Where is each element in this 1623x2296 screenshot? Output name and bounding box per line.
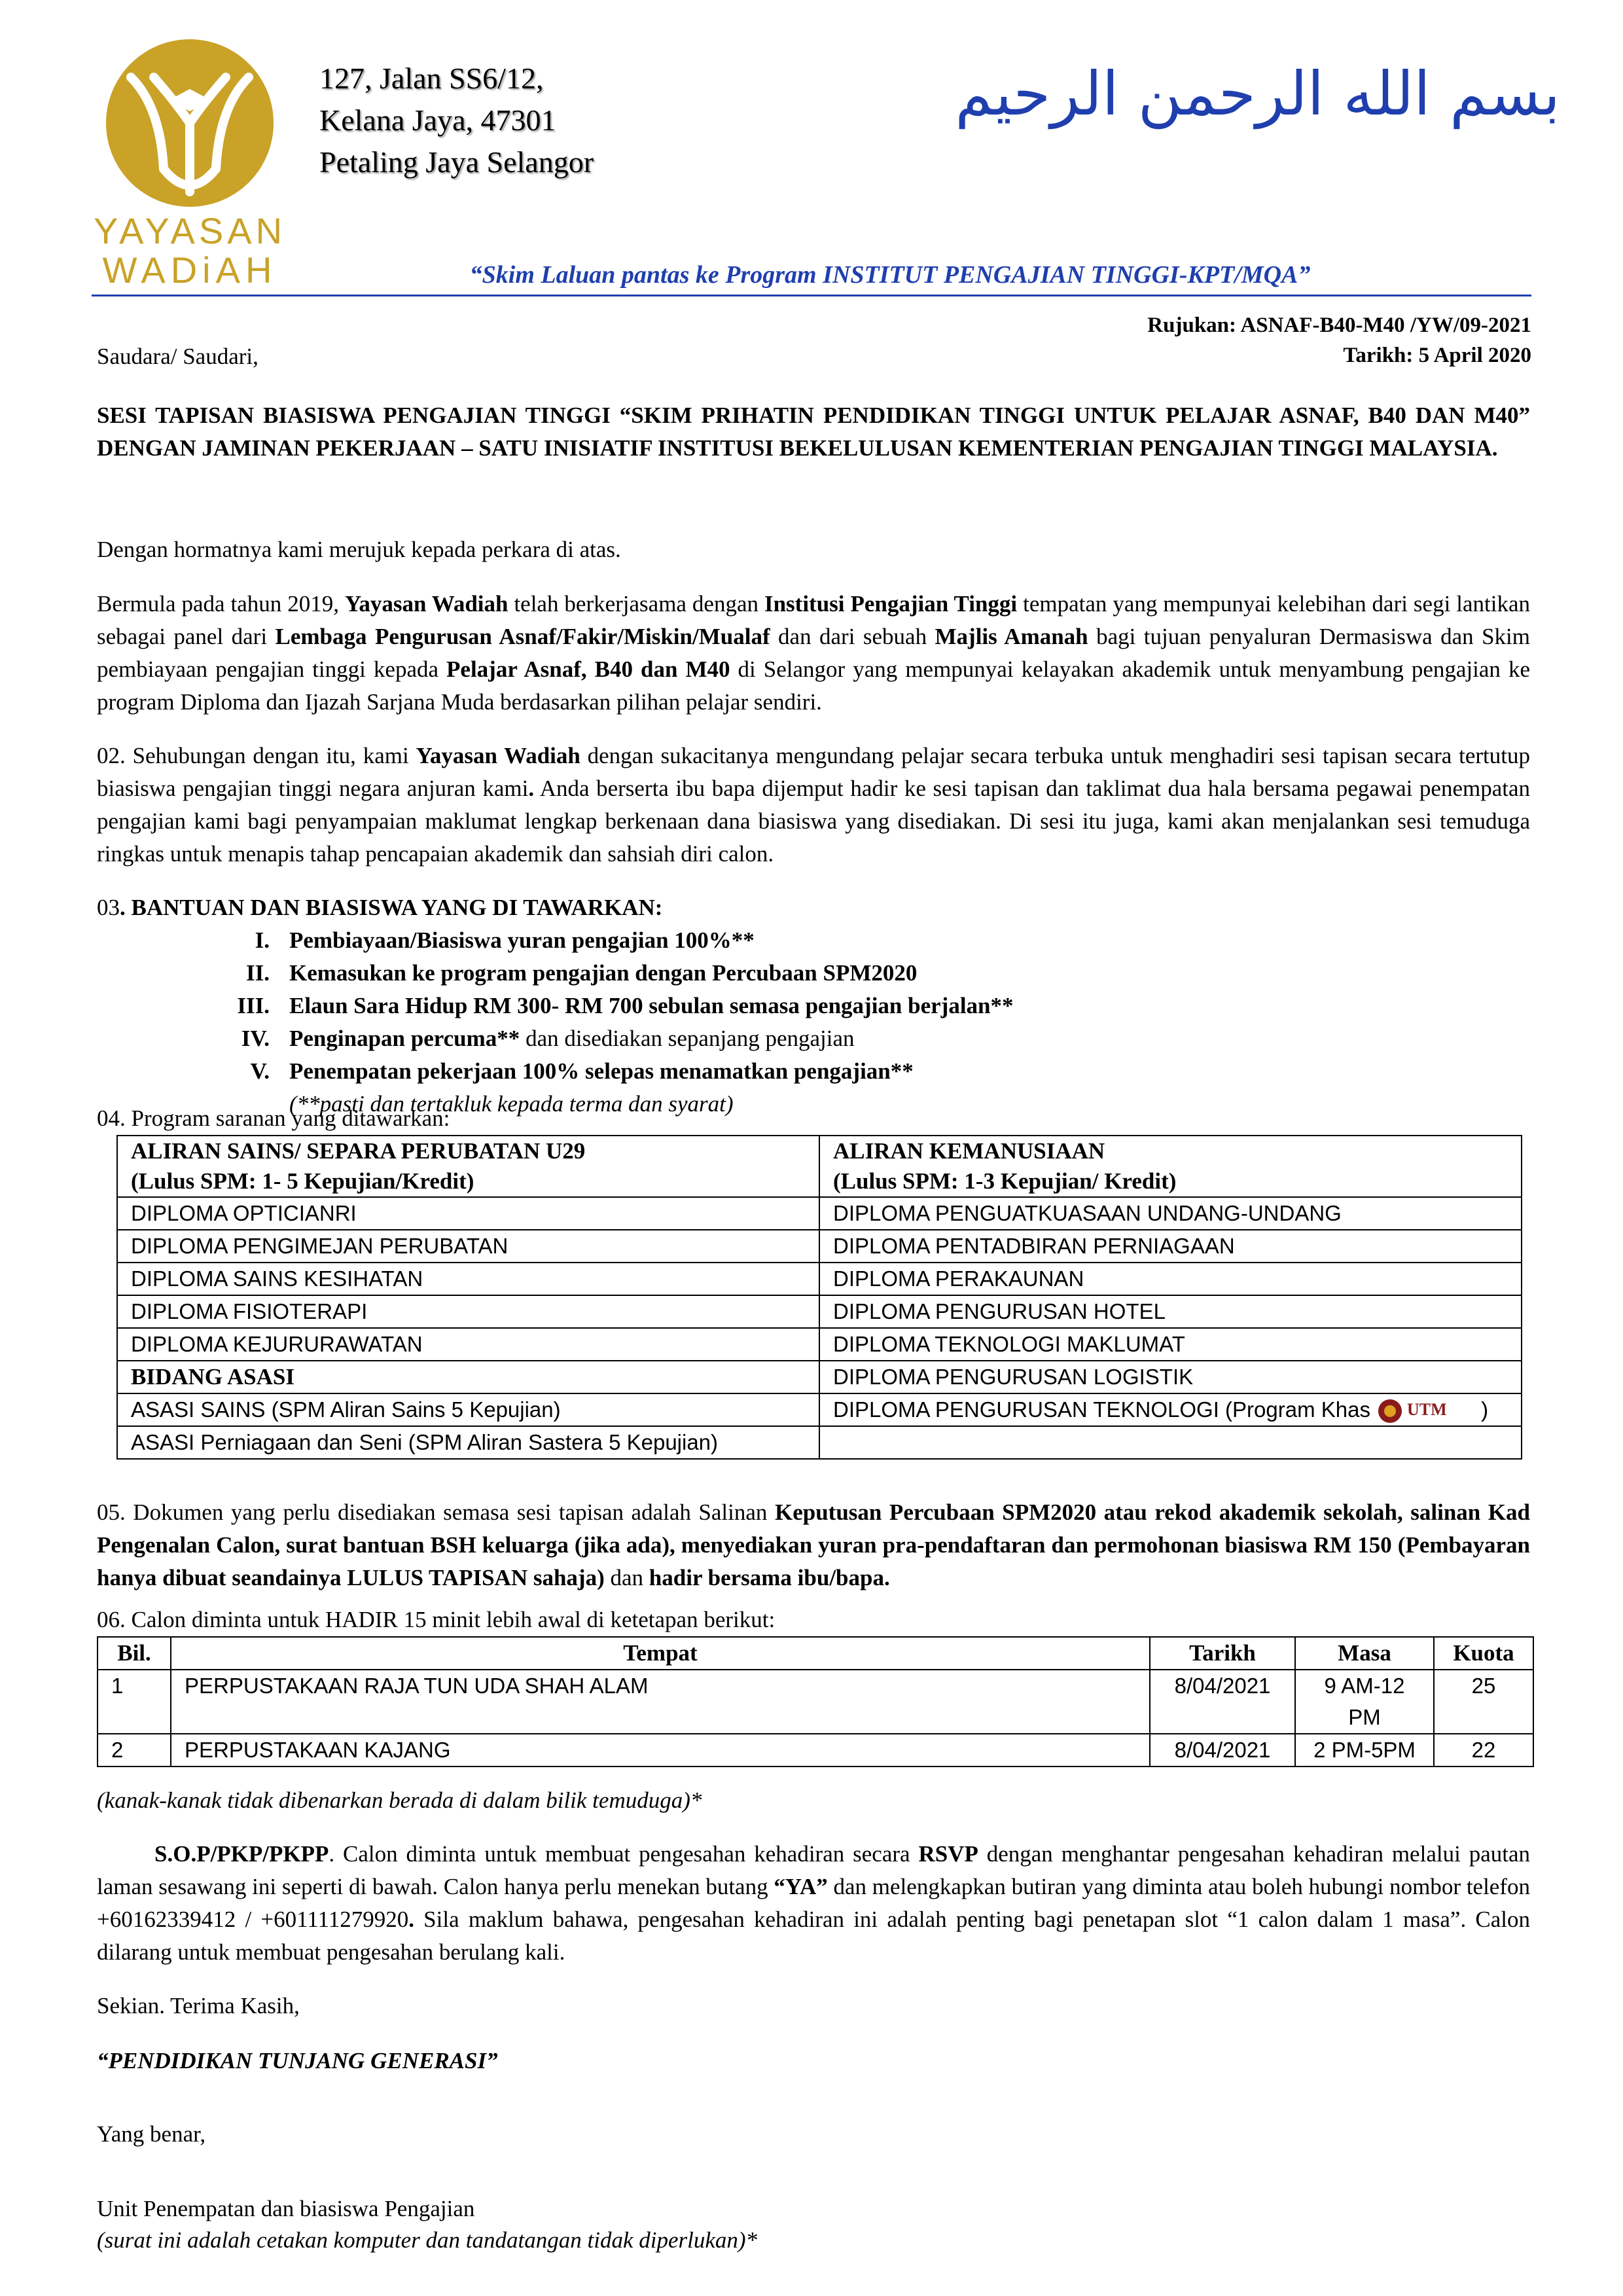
table-cell: DIPLOMA KEJURURAWATAN bbox=[117, 1328, 819, 1361]
table-cell: ASASI Perniagaan dan Seni (SPM Aliran Sastera 5 Kepujian) bbox=[117, 1426, 819, 1459]
computer-print-note: (surat ini adalah cetakan komputer dan tandatangan tidak diperlukan)* bbox=[97, 2227, 758, 2253]
header-divider bbox=[92, 295, 1531, 296]
list-item bbox=[213, 957, 1014, 990]
bold-run: Lembaga Pengurusan Asnaf/Fakir/Miskin/Mualaf bbox=[275, 624, 770, 649]
programs-table bbox=[116, 1135, 1522, 1460]
table-cell: 25 bbox=[1434, 1670, 1533, 1734]
bold-run: . bbox=[408, 1907, 414, 1932]
logo-text-yayasan: YAYASAN bbox=[93, 210, 287, 251]
list-text: Elaun Sara Hidup RM 300- RM 700 sebulan semasa pengajian berjalan** bbox=[289, 993, 1014, 1018]
section-06-intro: 06. Calon diminta untuk HADIR 15 minit lebih awal di ketetapan berikut: bbox=[97, 1607, 776, 1632]
benefits-list bbox=[213, 924, 1014, 1121]
utm-logo-text: UTM bbox=[1406, 1400, 1447, 1420]
letter-subject: SESI TAPISAN BIASISWA PENGAJIAN TINGGI “SKIM PRIHATIN PENDIDIKAN TINGGI UNTUK PELAJAR ASNAF, B40 DAN M40” DENGAN JAMINAN PEKERJAAN – SATU INISIATIF INSTITUSI BEKELULUSAN KEMENTERIAN PENGAJIAN TINGGI MALAYSIA. bbox=[97, 403, 1530, 461]
text-run: dan melengkapkan butiran yang diminta atau boleh hubungi nombor telefon +60162339412 / +601111279920 bbox=[97, 1874, 1530, 1932]
terms-note: (**pasti dan tertakluk kepada terma dan syarat) bbox=[289, 1091, 734, 1117]
tagline: “Skim Laluan pantas ke Program INSTITUT PENGAJIAN TINGGI-KPT/MQA” bbox=[469, 261, 1311, 289]
text-run: dengan menghantar pengesahan kehadiran melalui pautan laman sesawang ini seperti di bawah. Calon hanya perlu menekan butang bbox=[97, 1841, 1530, 1899]
section-03-title bbox=[97, 891, 1530, 924]
header-text: (Lulus SPM: 1- 5 Kepujian/Kredit) bbox=[131, 1168, 474, 1194]
table-header-row bbox=[98, 1637, 1533, 1670]
table-cell: 8/04/2021 bbox=[1150, 1670, 1295, 1734]
bold-run: RSVP bbox=[918, 1841, 978, 1867]
bold-run: Yayasan Wadiah bbox=[416, 743, 580, 768]
bold-run: “YA” bbox=[774, 1874, 828, 1899]
text-run: tempatan yang mempunyai kelebihan dari segi lantikan sebagai panel dari bbox=[97, 591, 1531, 649]
table-row bbox=[117, 1263, 1522, 1295]
salutation: Saudara/ Saudari, bbox=[97, 344, 259, 369]
table-cell: DIPLOMA TEKNOLOGI MAKLUMAT bbox=[819, 1328, 1522, 1361]
table-cell: DIPLOMA PENGURUSAN LOGISTIK bbox=[819, 1361, 1522, 1393]
text-run: telah berkerjasama dengan bbox=[508, 591, 764, 617]
sains-header bbox=[117, 1136, 819, 1197]
table-row bbox=[117, 1393, 1522, 1426]
utm-logo-icon bbox=[1377, 1397, 1475, 1426]
text-run: dan dari sebuah bbox=[770, 624, 935, 649]
section-05-paragraph bbox=[97, 1496, 1530, 1594]
list-number: V. bbox=[250, 1058, 270, 1084]
header-text: ALIRAN SAINS/ SEPARA PERUBATAN U29 bbox=[131, 1138, 586, 1164]
text-run: 02. Sehubungan dengan itu, kami bbox=[97, 743, 416, 768]
bold-run: Majlis Amanah bbox=[935, 624, 1088, 649]
closing-thanks: Sekian. Terima Kasih, bbox=[97, 1993, 300, 2018]
table-row bbox=[117, 1426, 1522, 1459]
text-run: Bermula pada tahun 2019, bbox=[97, 591, 345, 617]
yayasan-wadiah-logo bbox=[92, 38, 288, 291]
table-row bbox=[117, 1361, 1522, 1393]
cell-text: ) bbox=[1481, 1397, 1489, 1422]
paragraph-01 bbox=[97, 588, 1530, 719]
table-cell: 8/04/2021 bbox=[1150, 1734, 1295, 1767]
address-block bbox=[319, 58, 594, 183]
bold-run: hadir bersama ibu/bapa. bbox=[649, 1565, 890, 1590]
table-cell bbox=[819, 1393, 1522, 1426]
section-04-intro: 04. Program saranan yang ditawarkan: bbox=[97, 1105, 450, 1131]
table-cell bbox=[819, 1426, 1522, 1459]
motto: “PENDIDIKAN TUNJANG GENERASI” bbox=[97, 2048, 498, 2073]
list-item bbox=[213, 924, 1014, 957]
children-note: (kanak-kanak tidak dibenarkan berada di dalam bilik temuduga)* bbox=[97, 1787, 702, 1813]
table-cell: 2 bbox=[98, 1734, 171, 1767]
text-run: bagi tujuan penyaluran Dermasiswa dan Skim pembiayaan pengajian tinggi kepada bbox=[97, 624, 1530, 682]
bold-run: Pelajar Asnaf, B40 dan M40 bbox=[446, 656, 730, 682]
list-text: Penempatan pekerjaan 100% selepas menamatkan pengajian** bbox=[289, 1058, 914, 1084]
paragraph-02 bbox=[97, 740, 1530, 870]
address-line: 127, Jalan SS6/12, bbox=[319, 62, 544, 95]
table-cell: 22 bbox=[1434, 1734, 1533, 1767]
table-cell: 1 bbox=[98, 1670, 171, 1734]
intro-paragraph: Dengan hormatnya kami merujuk kepada perkara di atas. bbox=[97, 537, 621, 562]
yang-benar: Yang benar, bbox=[97, 2121, 206, 2147]
schedule-table bbox=[97, 1636, 1534, 1767]
table-cell: ASASI SAINS (SPM Aliran Sains 5 Kepujian) bbox=[117, 1393, 819, 1426]
basmalah: بسم الله الرحمن الرحيم bbox=[955, 59, 1560, 129]
list-number: II. bbox=[246, 960, 270, 986]
table-cell: 9 AM-12 PM bbox=[1295, 1670, 1434, 1734]
header-text: ALIRAN KEMANUSIAAN bbox=[833, 1138, 1105, 1164]
bold-run: Institusi Pengajian Tinggi bbox=[764, 591, 1018, 617]
bold-run: S.O.P/PKP/PKPP bbox=[154, 1841, 329, 1867]
kemanusiaan-header bbox=[819, 1136, 1522, 1197]
table-row bbox=[117, 1197, 1522, 1230]
bold-run: Keputusan Percubaan SPM2020 atau rekod akademik sekolah, salinan Kad Pengenalan Calon, surat bantuan BSH keluarga (jika ada), menyediakan yuran pra-pendaftaran dan permohonan biasiswa RM 150 (Pembayaran hanya dibuat seandainya LULUS TAPISAN sahaja) bbox=[97, 1499, 1530, 1590]
sop-paragraph bbox=[97, 1838, 1530, 1969]
table-row bbox=[117, 1295, 1522, 1328]
list-number: IV. bbox=[241, 1026, 270, 1051]
logo-text-wadiah: WADiAH bbox=[102, 249, 277, 291]
table-cell: PERPUSTAKAAN KAJANG bbox=[171, 1734, 1150, 1767]
text-run: dan bbox=[604, 1565, 649, 1590]
table-cell: DIPLOMA PENGUATKUASAAN UNDANG-UNDANG bbox=[819, 1197, 1522, 1230]
table-cell: DIPLOMA OPTICIANRI bbox=[117, 1197, 819, 1230]
bold-run: Yayasan Wadiah bbox=[344, 591, 508, 617]
table-cell: DIPLOMA SAINS KESIHATAN bbox=[117, 1263, 819, 1295]
column-header: Tempat bbox=[171, 1637, 1150, 1670]
reference-number: Rujukan: ASNAF-B40-M40 /YW/09-2021 bbox=[1147, 314, 1531, 337]
text-run: 05. Dokumen yang perlu disediakan semasa sesi tapisan adalah Salinan bbox=[97, 1499, 775, 1525]
list-text: Penginapan percuma** bbox=[289, 1026, 520, 1051]
bold-run: . bbox=[528, 776, 535, 801]
table-cell: DIPLOMA PENGURUSAN HOTEL bbox=[819, 1295, 1522, 1328]
text-run: di Selangor yang mempunyai kelayakan akademik untuk menyambung pengajian ke program Diploma dan Ijazah Sarjana Muda berdasarkan pilihan pelajar sendiri. bbox=[97, 656, 1530, 715]
column-header: Tarikh bbox=[1150, 1637, 1295, 1670]
list-item bbox=[213, 990, 1014, 1022]
list-number: III. bbox=[237, 993, 270, 1018]
list-text: Kemasukan ke program pengajian dengan Percubaan SPM2020 bbox=[289, 960, 918, 986]
letter-date: Tarikh: 5 April 2020 bbox=[1343, 344, 1531, 367]
section-title: . BANTUAN DAN BIASISWA YANG DI TAWARKAN: bbox=[120, 895, 663, 920]
column-header: Masa bbox=[1295, 1637, 1434, 1670]
address-line: Kelana Jaya, 47301 bbox=[319, 103, 556, 137]
cell-text: DIPLOMA PENGURUSAN TEKNOLOGI (Program Khas bbox=[833, 1397, 1370, 1422]
text-run: Sila maklum bahawa, pengesahan kehadiran ini adalah penting bagi penetapan slot “1 calon dalam 1 masa”. Calon dilarang untuk membuat pengesahan berulang kali. bbox=[97, 1907, 1530, 1965]
list-item bbox=[213, 1055, 1014, 1088]
header-text: (Lulus SPM: 1-3 Kepujian/ Kredit) bbox=[833, 1168, 1177, 1194]
list-text: dan disediakan sepanjang pengajian bbox=[520, 1026, 855, 1051]
text-run: dengan sukacitanya mengundang pelajar secara terbuka untuk menghadiri sesi tapisan secara tertutup biasiswa pengajian tinggi negara anjuran kami bbox=[97, 743, 1530, 801]
table-row bbox=[117, 1328, 1522, 1361]
list-number: I. bbox=[255, 927, 270, 953]
signatory-unit: Unit Penempatan dan biasiswa Pengajian bbox=[97, 2196, 475, 2221]
logo-emblem-icon bbox=[92, 38, 288, 234]
table-row bbox=[117, 1230, 1522, 1263]
table-cell: PERPUSTAKAAN RAJA TUN UDA SHAH ALAM bbox=[171, 1670, 1150, 1734]
table-cell: BIDANG ASASI bbox=[117, 1361, 819, 1393]
address-line: Petaling Jaya Selangor bbox=[319, 145, 594, 179]
column-header: Bil. bbox=[98, 1637, 171, 1670]
table-cell: DIPLOMA PENGIMEJAN PERUBATAN bbox=[117, 1230, 819, 1263]
column-header: Kuota bbox=[1434, 1637, 1533, 1670]
table-row bbox=[98, 1670, 1533, 1734]
text-run: . Calon diminta untuk membuat pengesahan kehadiran secara bbox=[329, 1841, 919, 1867]
table-cell: DIPLOMA FISIOTERAPI bbox=[117, 1295, 819, 1328]
section-number: 03 bbox=[97, 895, 120, 920]
list-item bbox=[213, 1022, 1014, 1055]
table-row bbox=[98, 1734, 1533, 1767]
table-cell: 2 PM-5PM bbox=[1295, 1734, 1434, 1767]
table-cell: DIPLOMA PENTADBIRAN PERNIAGAAN bbox=[819, 1230, 1522, 1263]
table-cell: DIPLOMA PERAKAUNAN bbox=[819, 1263, 1522, 1295]
table-header-row bbox=[117, 1136, 1522, 1197]
list-text: Pembiayaan/Biasiswa yuran pengajian 100%** bbox=[289, 927, 755, 953]
text-run: Anda berserta ibu bapa dijemput hadir ke sesi tapisan dan taklimat dua hala bersama pegawai penempatan pengajian kami bagi penyampaian maklumat lengkap berkenaan dana biasiswa yang disediakan. Di sesi itu juga, kami akan menjalankan sesi temuduga ringkas untuk menapis tahap pencapaian akademik dan sahsiah diri calon. bbox=[97, 776, 1530, 867]
